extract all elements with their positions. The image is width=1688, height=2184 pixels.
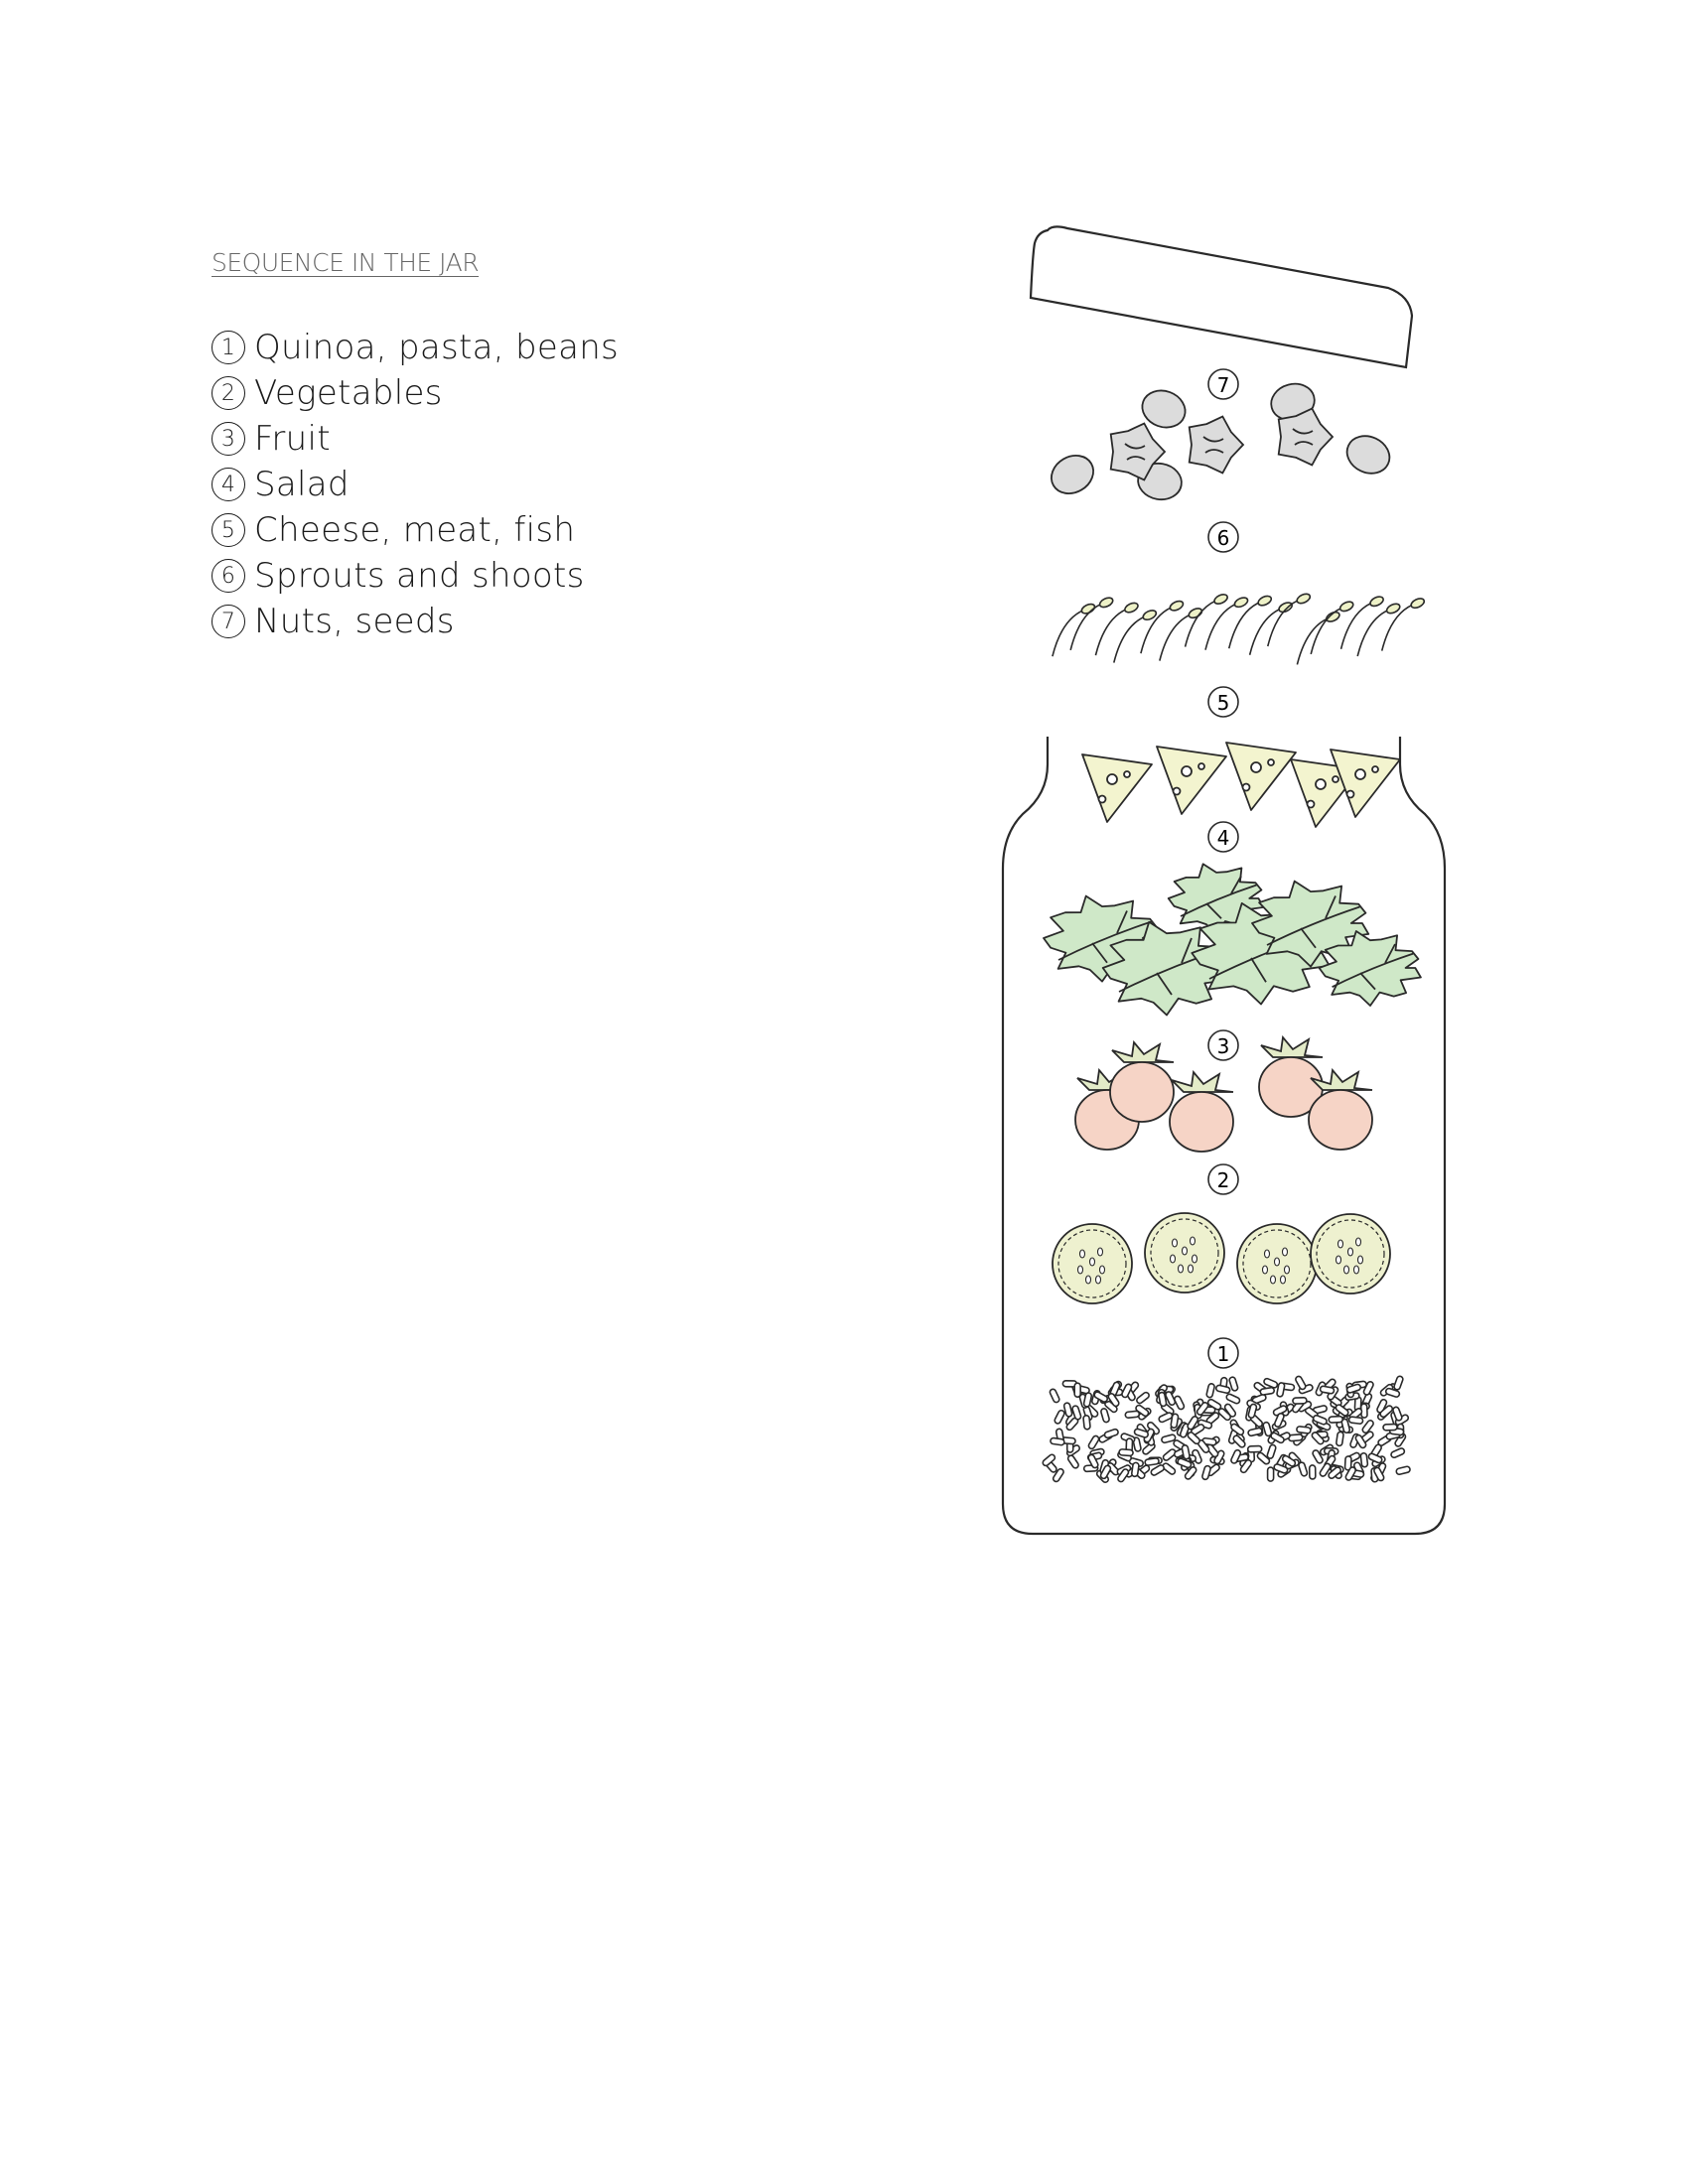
sprout-seed — [1233, 596, 1249, 609]
grain — [1360, 1452, 1368, 1467]
cheese-hole — [1316, 779, 1326, 789]
grain — [1104, 1429, 1119, 1438]
legend-label: Fruit — [254, 419, 331, 459]
cucumber-seed — [1275, 1258, 1280, 1266]
strawberry-leaves — [1172, 1072, 1233, 1092]
legend-label: Nuts, seeds — [254, 602, 455, 641]
cucumber-seed — [1344, 1266, 1349, 1274]
cucumber-seed — [1191, 1237, 1196, 1245]
sprout-seed — [1296, 592, 1312, 605]
walnut-shape — [1190, 417, 1243, 474]
layer-marker-2 — [1208, 1164, 1238, 1194]
legend-number: 4 — [211, 468, 245, 501]
grain — [1054, 1410, 1065, 1425]
sprout-stem — [1053, 609, 1087, 656]
cucumber-seed — [1348, 1248, 1353, 1256]
grain — [1074, 1383, 1080, 1397]
legend-label: Salad — [254, 465, 350, 504]
cheese-wedge — [1226, 743, 1296, 810]
cucumber-seed — [1285, 1266, 1290, 1274]
strawberry — [1170, 1092, 1233, 1152]
legend-label: Vegetables — [254, 373, 443, 413]
grain — [1310, 1465, 1316, 1479]
sprout-seed — [1410, 597, 1426, 610]
vegetables-layer — [1053, 1213, 1390, 1303]
cucumber-seed — [1171, 1255, 1176, 1263]
sprout-stem — [1186, 600, 1220, 647]
layer-marker-label: 5 — [1216, 691, 1230, 715]
grain — [1201, 1465, 1211, 1480]
grain — [1329, 1417, 1342, 1424]
cheese-wedge — [1157, 747, 1226, 814]
grain — [1297, 1427, 1312, 1434]
grain — [1232, 1434, 1246, 1448]
sprout-seed — [1123, 602, 1139, 614]
legend-number: 7 — [211, 605, 245, 638]
cucumber-seed — [1354, 1266, 1359, 1274]
grain — [1066, 1454, 1079, 1469]
cucumber-seed — [1100, 1266, 1105, 1274]
grain — [1248, 1445, 1262, 1451]
sprout-seed — [1385, 602, 1401, 614]
cheese-hole — [1243, 784, 1250, 791]
grain — [1393, 1375, 1403, 1390]
sprout-seed — [1257, 595, 1273, 608]
cucumber-seed — [1183, 1247, 1188, 1255]
sprout-seed — [1369, 595, 1385, 608]
sprout-stem — [1250, 608, 1285, 655]
strawberry-leaves — [1261, 1037, 1323, 1057]
cheese-layer — [1082, 743, 1400, 827]
grain — [1293, 1398, 1307, 1404]
cucumber-seed — [1078, 1266, 1083, 1274]
legend-label: Quinoa, pasta, beans — [254, 328, 620, 367]
grain — [1215, 1385, 1230, 1394]
diagram-heading: SEQUENCE IN THE JAR — [211, 248, 480, 277]
cheese-hole — [1268, 759, 1274, 765]
cucumber-seed — [1271, 1276, 1276, 1284]
grains-layer — [1042, 1375, 1411, 1483]
cheese-hole — [1099, 796, 1106, 803]
layer-marker-label: 1 — [1216, 1342, 1230, 1366]
cucumber-seed — [1336, 1256, 1341, 1264]
cheese-hole — [1124, 771, 1130, 777]
cucumber-seed — [1086, 1276, 1091, 1284]
layer-marker-7 — [1208, 369, 1238, 399]
layer-marker-1 — [1208, 1338, 1238, 1368]
cucumber-seed — [1096, 1276, 1101, 1284]
sprout-stem — [1160, 614, 1195, 661]
grain — [1049, 1388, 1059, 1403]
sprout-stem — [1114, 615, 1149, 663]
strawberry — [1110, 1062, 1174, 1122]
layer-marker-5 — [1208, 687, 1238, 717]
cheese-hole — [1333, 776, 1338, 782]
cheese-hole — [1308, 801, 1315, 808]
grain — [1087, 1434, 1099, 1449]
cucumber-seed — [1358, 1256, 1363, 1264]
salad-layer — [1044, 864, 1421, 1015]
cheese-hole — [1182, 766, 1192, 776]
cucumber-seed — [1098, 1248, 1103, 1256]
cucumber-seed — [1090, 1258, 1095, 1266]
legend-number: 5 — [211, 513, 245, 547]
layer-marker-label: 4 — [1216, 826, 1230, 850]
cucumber-seed — [1265, 1250, 1270, 1258]
grain — [1367, 1452, 1382, 1463]
cheese-hole — [1198, 763, 1204, 769]
grain — [1295, 1375, 1307, 1390]
grain — [1100, 1408, 1110, 1423]
legend-number: 1 — [211, 331, 245, 364]
layer-marker-label: 6 — [1216, 526, 1230, 550]
layer-marker-label: 3 — [1216, 1034, 1230, 1058]
grain — [1225, 1393, 1240, 1404]
layer-marker-6 — [1208, 522, 1238, 552]
sprout-stem — [1095, 608, 1130, 655]
cucumber-seed — [1173, 1239, 1178, 1247]
sprout-seed — [1278, 601, 1294, 614]
grain — [1336, 1432, 1343, 1446]
sprout-seed — [1213, 593, 1229, 606]
cucumber-seed — [1338, 1240, 1343, 1248]
strawberry — [1309, 1090, 1372, 1150]
layer-marker-label: 2 — [1216, 1168, 1230, 1192]
sprout-stem — [1357, 609, 1392, 656]
grain — [1390, 1447, 1405, 1458]
strawberry-leaves — [1112, 1042, 1174, 1062]
layer-marker-3 — [1208, 1030, 1238, 1060]
sprout-seed — [1338, 600, 1354, 613]
cucumber-seed — [1193, 1255, 1197, 1263]
cheese-hole — [1174, 788, 1181, 795]
cucumber-seed — [1189, 1265, 1194, 1273]
cucumber-seed — [1356, 1238, 1361, 1246]
grain — [1383, 1424, 1397, 1430]
sprout-stem — [1311, 607, 1345, 654]
cucumber-seed — [1080, 1250, 1085, 1258]
grain — [1131, 1462, 1139, 1477]
grain — [1260, 1387, 1275, 1395]
grain — [1083, 1416, 1090, 1431]
grain — [1268, 1467, 1274, 1481]
grain — [1396, 1466, 1411, 1475]
sprout-stem — [1229, 601, 1264, 648]
cheese-hole — [1107, 774, 1117, 784]
cucumber-seed — [1263, 1266, 1268, 1274]
layer-marker-4 — [1208, 822, 1238, 852]
grain — [1119, 1449, 1133, 1456]
cucumber-seed — [1281, 1276, 1286, 1284]
walnut-shape — [1279, 409, 1333, 466]
legend-number: 2 — [211, 376, 245, 410]
legend-label: Cheese, meat, fish — [254, 510, 576, 550]
legend-number: 6 — [211, 559, 245, 593]
seed-shape — [1340, 429, 1395, 479]
cucumber-seed — [1179, 1265, 1184, 1273]
sprout-seed — [1325, 611, 1340, 623]
grain — [1150, 1464, 1165, 1476]
grain — [1145, 1458, 1160, 1466]
seed-shape — [1045, 448, 1100, 500]
layer-marker-label: 7 — [1216, 373, 1230, 397]
grain — [1136, 1391, 1151, 1404]
cucumber-seed — [1283, 1248, 1288, 1256]
sprout-seed — [1169, 600, 1185, 613]
grain — [1125, 1411, 1140, 1418]
grain — [1063, 1403, 1072, 1418]
cheese-hole — [1347, 791, 1354, 798]
sprout-stem — [1205, 603, 1240, 650]
grain — [1267, 1444, 1277, 1459]
legend-number: 3 — [211, 422, 245, 456]
cheese-hole — [1372, 766, 1378, 772]
grain — [1348, 1417, 1363, 1425]
grain — [1206, 1383, 1215, 1398]
cheese-wedge — [1082, 754, 1152, 822]
cheese-hole — [1355, 769, 1365, 779]
sprouts-layer — [1053, 592, 1426, 664]
grain — [1051, 1437, 1065, 1445]
cheese-hole — [1251, 762, 1261, 772]
legend-label: Sprouts and shoots — [254, 556, 585, 596]
sprout-seed — [1098, 596, 1114, 609]
jar-lid — [1031, 226, 1412, 367]
